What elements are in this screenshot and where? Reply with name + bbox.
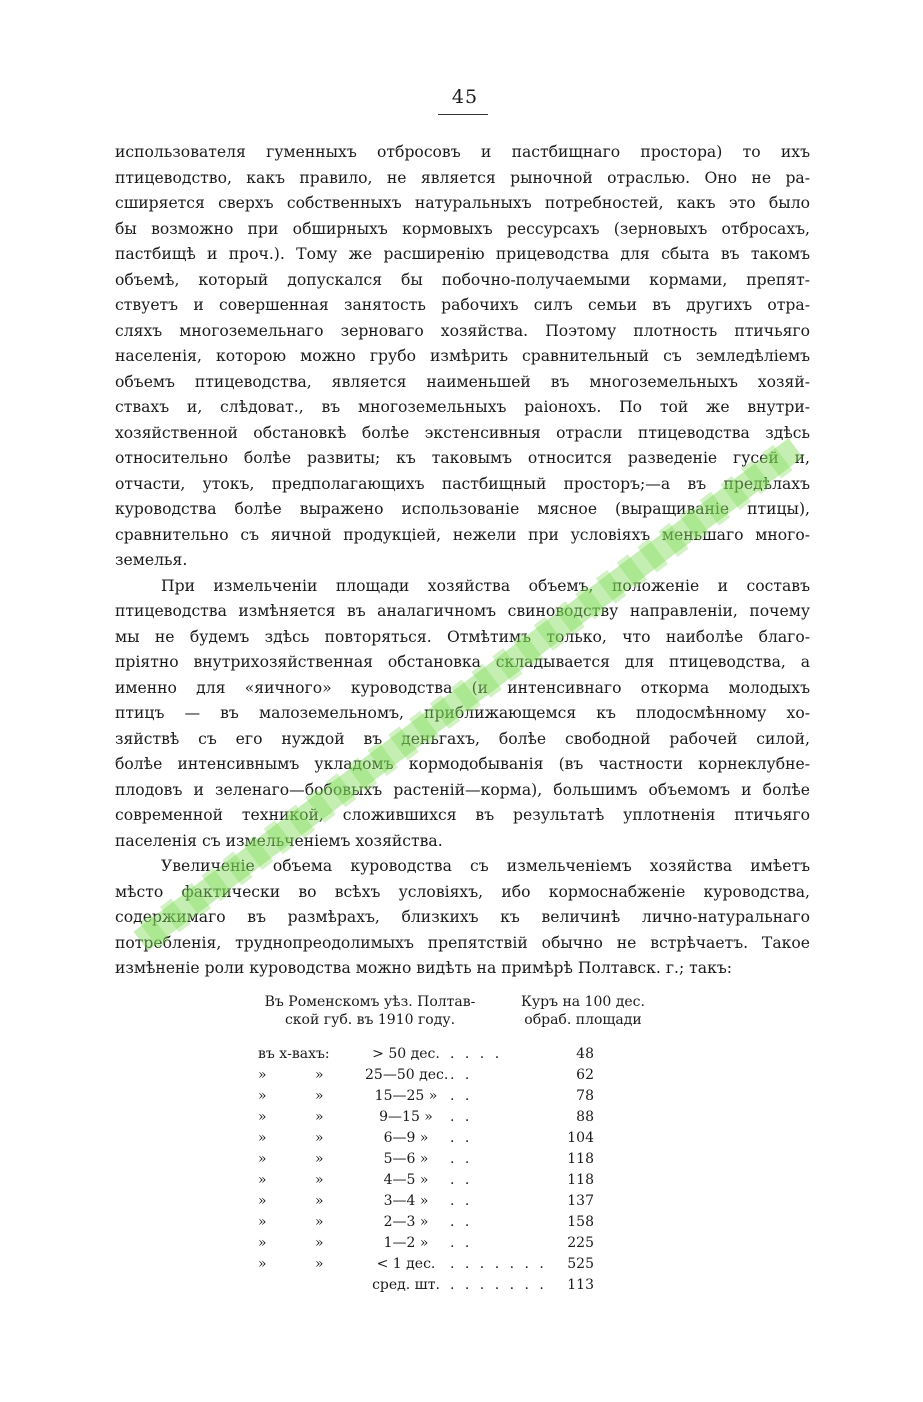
- text-line: бы возможно при обширныхъ кормовыхъ рессурсахъ (зерновыхъ отбросахъ,: [115, 219, 810, 238]
- text-line: пастбищѣ и проч.). Тому же расширенію прицеводства для сбыта въ такомъ: [115, 245, 810, 263]
- table-row: [250, 1275, 600, 1296]
- table-cell-value: 48: [576, 1046, 594, 1062]
- text-line: населенія, которою можно грубо измѣрить сравнительный съ земледѣліемъ: [115, 347, 810, 365]
- table-cell-range: сред. шт.: [372, 1277, 440, 1293]
- text-line: земелья.: [115, 551, 188, 569]
- table-cell-value: 225: [567, 1235, 594, 1251]
- text-line: птицъ — въ малоземельномъ, приближающемся къ плодосмѣнному хо-: [115, 704, 810, 722]
- table-cell-b: »: [315, 1172, 324, 1188]
- table-cell-range: 15—25 »: [374, 1088, 438, 1104]
- table-header-hens: [498, 993, 668, 1029]
- table-cell-range: 1—2 »: [383, 1235, 429, 1251]
- body-text: [115, 140, 810, 982]
- text-line: отчасти, утокъ, предполагающихъ пастбищный просторъ;—а въ предѣлахъ: [115, 474, 810, 493]
- table-row: [250, 1212, 600, 1233]
- table-cell-dots: . .: [450, 1151, 473, 1167]
- table-cell-value: 113: [567, 1277, 594, 1293]
- table-header-district: [250, 993, 490, 1029]
- text-line: птицеводство, какъ правило, не является рыночной отраслью. Оно не ра-: [115, 168, 810, 187]
- table-cell-dots: . .: [450, 1214, 473, 1230]
- text-line: именно для «яичного» куроводства (и интенсивнаго откорма молодыхъ: [115, 678, 810, 697]
- text-line: зяйствѣ съ его нуждой въ деньгахъ, болѣе свободной рабочей силой,: [115, 729, 810, 748]
- table-cell-range: 4—5 »: [383, 1172, 429, 1188]
- table-cell-a: »: [258, 1193, 267, 1209]
- table-cell-b: »: [315, 1235, 324, 1251]
- table-header-hens-line-1: Куръ на 100 дес.: [521, 994, 645, 1010]
- table-cell-value: 88: [576, 1109, 594, 1125]
- table-row: [250, 1191, 600, 1212]
- table-cell-range: 9—15 »: [379, 1109, 433, 1125]
- table-cell-dots: . .: [450, 1130, 473, 1146]
- table-cell-value: 78: [576, 1088, 594, 1104]
- text-line: относительно болѣе развиты; къ таковымъ относится разведеніе гусей и,: [115, 449, 810, 467]
- table-cell-b: »: [315, 1088, 324, 1104]
- table-cell-dots: . .: [450, 1193, 473, 1209]
- table-cell-value: 62: [576, 1067, 594, 1083]
- table-cell-value: 137: [567, 1193, 594, 1209]
- table-header-hens-line-2: обраб. площади: [524, 1012, 642, 1028]
- table-row: [250, 1149, 600, 1170]
- table-cell-range: 2—3 »: [383, 1214, 429, 1230]
- text-line: птицеводства измѣняется въ аналагичномъ свиноводству направленіи, почему: [115, 602, 810, 620]
- table-cell-b: »: [315, 1151, 324, 1167]
- table-cell-dots: . . . . . . .: [450, 1277, 547, 1293]
- table-cell-range: 6—9 »: [383, 1130, 429, 1146]
- text-line: потребленія, труднопреодолимыхъ препятствій обычно не встрѣчаетъ. Такое: [115, 933, 810, 952]
- table-cell-a: »: [258, 1088, 267, 1104]
- table-cell-a: »: [258, 1172, 267, 1188]
- table-cell-dots: . . . . . . .: [450, 1256, 547, 1272]
- table-row: [250, 1170, 600, 1191]
- table-row: [250, 1107, 600, 1128]
- table-cell-b: »: [315, 1214, 324, 1230]
- table-cell-value: 525: [567, 1256, 594, 1272]
- table-cell-dots: . .: [450, 1067, 473, 1083]
- table-cell-value: 118: [567, 1151, 594, 1167]
- table-cell-range: 5—6 »: [383, 1151, 429, 1167]
- table-row: [250, 1065, 600, 1086]
- table-cell-a: »: [258, 1256, 267, 1272]
- text-line: При измельченіи площади хозяйства объемъ, положеніе и составъ: [161, 576, 810, 595]
- text-line: современной техникой, сложившихся въ результатѣ уплотненія птичьяго: [115, 806, 810, 824]
- table-cell-range: > 50 дес.: [372, 1046, 440, 1062]
- text-line: ствуетъ и совершенная занятость рабочихъ силъ семьи въ другихъ отра-: [115, 296, 810, 314]
- text-line: плодовъ и зеленаго—бобовыхъ растеній—корма), большимъ объемомъ и болѣе: [115, 780, 810, 799]
- table-cell-range: 3—4 »: [383, 1193, 429, 1209]
- text-line: содержимаго въ размѣрахъ, близкихъ къ величинѣ лично-натуральнаго: [115, 908, 810, 926]
- table-row: [250, 1086, 600, 1107]
- text-line: объемъ птицеводства, является наименьшей въ многоземельныхъ хозяй-: [115, 372, 810, 391]
- table-cell-value: 104: [567, 1130, 594, 1146]
- table-cell-a: »: [258, 1214, 267, 1230]
- table-cell-dots: . .: [450, 1172, 473, 1188]
- text-line: болѣе интенсивнымъ укладомъ кормодобыванія (въ частности корнеклубне-: [115, 755, 810, 773]
- table-cell-dots: . .: [450, 1109, 473, 1125]
- table-cell-b: »: [315, 1193, 324, 1209]
- table-cell-a: »: [258, 1130, 267, 1146]
- page-number-rule: [438, 114, 488, 115]
- page-number: 45: [451, 86, 479, 108]
- text-line: пріятно внутрихозяйственная обстановка складывается для птицеводства, а: [115, 653, 810, 671]
- table-cell-a: »: [258, 1235, 267, 1251]
- text-line: мы не будемъ здѣсь повторяться. Отмѣтимъ только, что наиболѣе благо-: [115, 627, 810, 646]
- text-line: куроводства болѣе выражено использованіе мясное (выращиваніе птицы),: [115, 500, 810, 518]
- table-row: [250, 1254, 600, 1275]
- table-cell-a: »: [258, 1067, 267, 1083]
- text-line: сравнительно съ яичной продукціей, нежели при условіяхъ меньшаго много-: [115, 525, 810, 544]
- text-line: Увеличеніе объема куроводства съ измельченіемъ хозяйства имѣетъ: [161, 857, 810, 875]
- table-cell-value: 158: [567, 1214, 594, 1230]
- table-cell-range: < 1 дес.: [376, 1256, 436, 1272]
- table-row: [250, 1128, 600, 1149]
- table-cell-value: 118: [567, 1172, 594, 1188]
- table-row: [250, 1233, 600, 1254]
- text-line: сляхъ многоземельнаго зерноваго хозяйства. Поэтому плотность птичьяго: [115, 321, 810, 340]
- text-line: использователя гуменныхъ отбросовъ и пастбищнаго простора) то ихъ: [115, 143, 810, 161]
- table-cell-range: 25—50 дес.: [365, 1067, 449, 1083]
- text-line: измѣненіе роли куроводства можно видѣть на примѣрѣ Полтавск. г.; такъ:: [115, 959, 733, 977]
- table-cell-dots: . .: [450, 1088, 473, 1104]
- table-cell-dots: . . . .: [450, 1046, 503, 1062]
- table-cell-b: »: [315, 1256, 324, 1272]
- text-line: объемѣ, который допускался бы побочно-получаемыми кормами, препят-: [115, 270, 810, 289]
- table-cell-a: »: [258, 1109, 267, 1125]
- table-cell-b: »: [315, 1130, 324, 1146]
- table-cell-b: »: [315, 1067, 324, 1083]
- table-cell-a: въ х-вахъ:: [258, 1046, 330, 1062]
- table-row: [250, 1044, 600, 1065]
- text-line: мѣсто фактически во всѣхъ условіяхъ, ибо кормоснабженіе куроводства,: [115, 882, 810, 901]
- text-line: сширяется сверхъ собственныхъ натуральныхъ потребностей, какъ это было: [115, 194, 810, 212]
- table-header-district-line-2: ской губ. въ 1910 году.: [284, 1012, 456, 1028]
- table-cell-a: »: [258, 1151, 267, 1167]
- table-header-district-line-1: Въ Роменскомъ уѣз. Полтав-: [264, 994, 476, 1010]
- text-line: ствахъ и, слѣдоват., въ многоземельныхъ раіонохъ. По той же внутри-: [115, 398, 810, 416]
- table-cell-b: »: [315, 1109, 324, 1125]
- text-line: хозяйственной обстановкѣ болѣе экстенсивныя отрасли птицеводства здѣсь: [115, 423, 810, 442]
- table-cell-dots: . .: [450, 1235, 473, 1251]
- text-line: паселенія съ измельченіемъ хозяйства.: [115, 831, 443, 850]
